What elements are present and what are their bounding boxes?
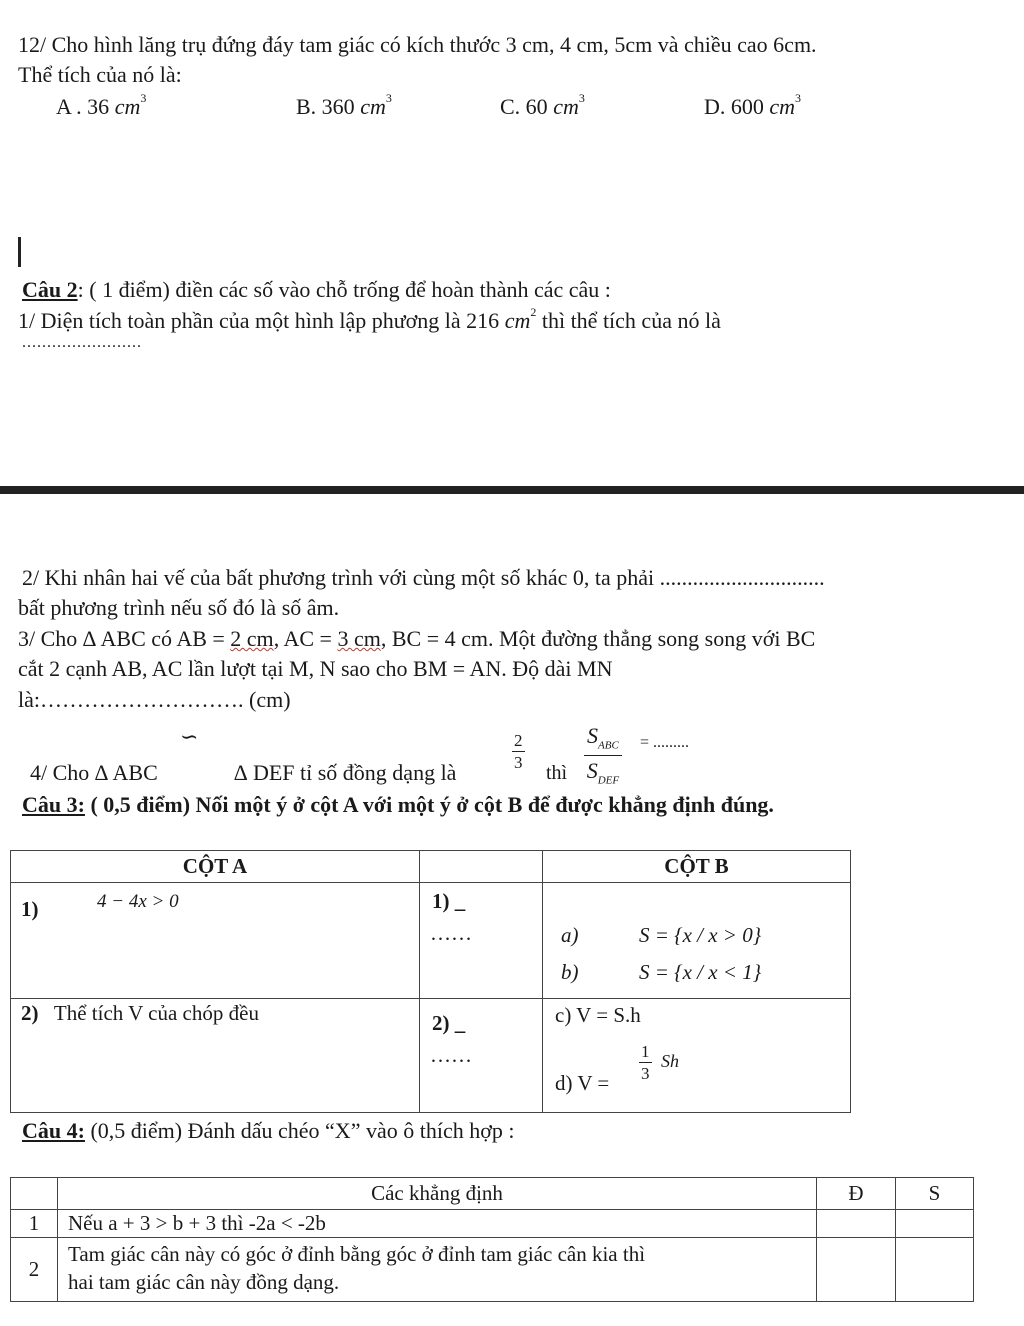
similar-symbol: ∽: [180, 724, 199, 749]
q12-option-a: A . 36 $cm^3$: [56, 91, 147, 119]
cau2-item3-line1: 3/ Cho ∆ ABC có AB = 2 cm, AC = 3 cm, BC = 4 cm. Một đường thẳng song song với BC: [18, 626, 816, 651]
cau2-item2-line1: 2/ Khi nhân hai vế của bất phương trình với cùng một số khác 0, ta phải ..............................: [22, 565, 825, 590]
q12-option-d: D. 600 $cm^3$: [704, 91, 802, 119]
cau2-item3-line2: cắt 2 cạnh AB, AC lần lượt tại M, N sao cho BM = AN. Độ dài MN: [18, 656, 613, 681]
cau2-item3-line3: là:………………………. (cm): [18, 687, 291, 712]
col-statement-header: Các khẳng định: [58, 1178, 817, 1210]
col-mid-header: [420, 851, 543, 883]
col-b-items-cd: c) V = S.h d) V = $\frac{1}{3}$ Sh: [543, 998, 851, 1112]
row-2-num: 2: [11, 1238, 58, 1302]
col-a-header: CỘT A: [11, 851, 420, 883]
cau2-item2-line2: bất phương trình nếu số đó là số âm.: [18, 595, 340, 620]
col-b-items-ab: a) S = {x / x > 0} b) S = {x / x < 1}: [543, 883, 851, 998]
text-cursor: [18, 237, 21, 267]
answer-slot-2[interactable]: 2) _ ……: [420, 998, 543, 1112]
row-2-s-cell[interactable]: [896, 1238, 974, 1302]
row-1-d-cell[interactable]: [817, 1210, 896, 1238]
cau4-heading: Câu 4: (0,5 điểm) Đánh dấu chéo “X” vào ô thích hợp :: [22, 1118, 515, 1143]
cau2-item4-thi: thì: [546, 762, 568, 784]
separator-bar: [0, 486, 1024, 494]
col-a-item-1: 1) 4 − 4x > 0: [11, 883, 420, 998]
q12-line1: 12/ Cho hình lăng trụ đứng đáy tam giác có kích thước 3 cm, 4 cm, 5cm và chiều cao 6cm.: [18, 32, 817, 57]
answer-slot-1[interactable]: 1) _ ……: [420, 883, 543, 998]
col-s-header: S: [896, 1178, 974, 1210]
cau2-item4-b: ∆ DEF tỉ số đồng dạng là: [234, 760, 457, 785]
q12-line2: Thể tích của nó là:: [18, 62, 182, 87]
cau2-item4-a: 4/ Cho ∆ ABC: [30, 760, 158, 785]
area-ratio-blank: = .........: [640, 734, 690, 751]
row-1-num: 1: [11, 1210, 58, 1238]
col-a-item-2: 2) Thể tích V của chóp đều: [11, 998, 420, 1112]
area-ratio: $\frac{S_{ABC}}{S_{DEF}}$: [584, 723, 622, 787]
ratio-fraction: $\frac{2}{3}$: [514, 731, 523, 772]
true-false-table: [10, 1177, 974, 1302]
cau2-heading: Câu 2: ( 1 điểm) điền các số vào chỗ trống để hoàn thành các câu :: [22, 277, 611, 302]
q12-option-b: B. 360 $cm^3$: [296, 91, 392, 119]
cau2-item1: 1/ Diện tích toàn phần của một hình lập phương là 216 $cm^2$ thì thể tích của nó là: [18, 305, 721, 333]
cau2-item1-blank: ........................: [22, 334, 142, 351]
row-1-s-cell[interactable]: [896, 1210, 974, 1238]
row-2-d-cell[interactable]: [817, 1238, 896, 1302]
col-num-header: [11, 1178, 58, 1210]
col-b-header: CỘT B: [543, 851, 851, 883]
col-d-header: Đ: [817, 1178, 896, 1210]
row-2-statement: Tam giác cân này có góc ở đỉnh bằng góc ở đỉnh tam giác cân kia thì hai tam giác cân này đồng dạng.: [58, 1238, 817, 1302]
row-1-statement: Nếu a + 3 > b + 3 thì -2a < -2b: [58, 1210, 817, 1238]
match-table: [10, 850, 851, 1113]
q12-option-c: C. 60 $cm^3$: [500, 91, 585, 119]
cau3-heading: Câu 3: ( 0,5 điểm) Nối một ý ở cột A với một ý ở cột B để được khẳng định đúng.: [22, 792, 774, 817]
